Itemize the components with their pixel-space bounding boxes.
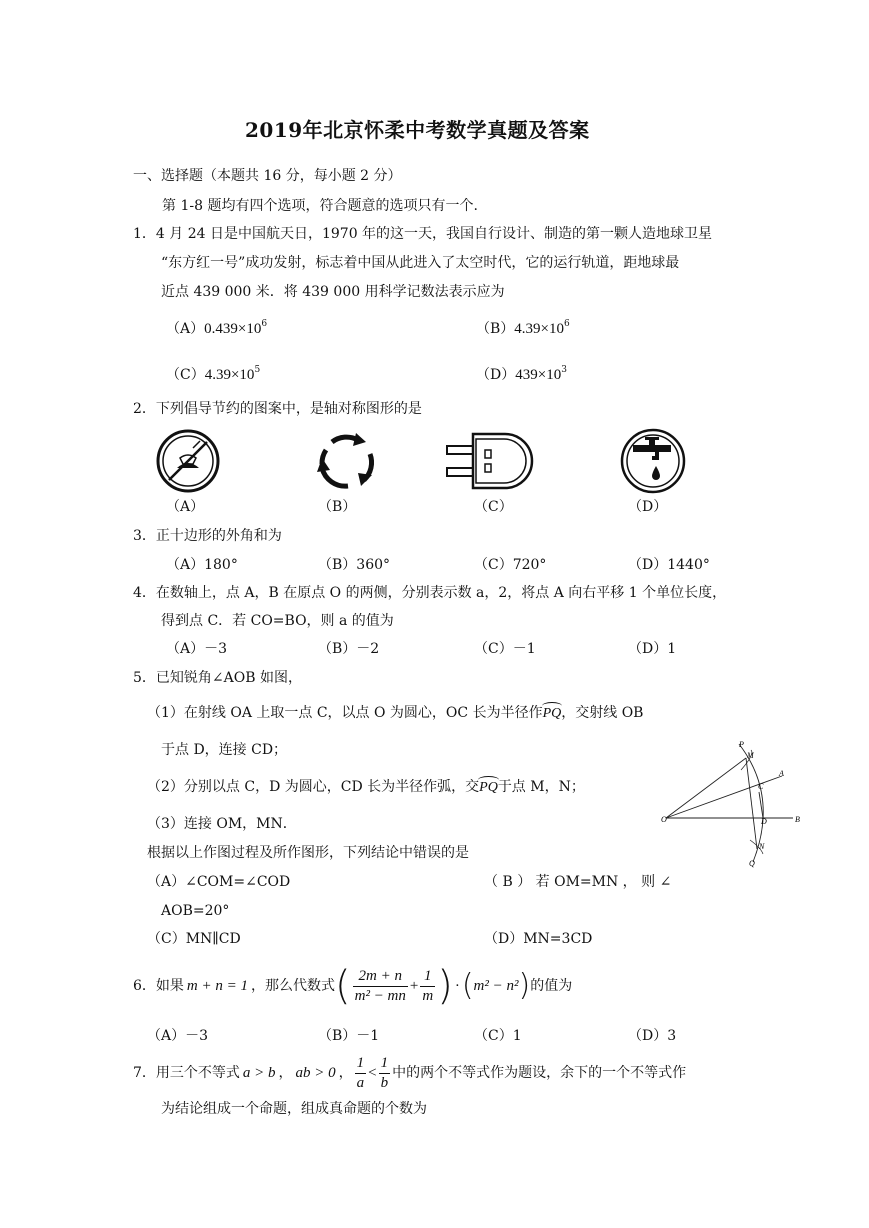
q7-pre: 7．用三个不等式 (133, 1065, 240, 1081)
section-heading: 一、选择题（本题共 16 分，每小题 2 分） (133, 168, 402, 184)
q5-step1-cont: 于点 D，连接 CD； (161, 742, 288, 758)
q7-inequality-1: a > b (242, 1064, 276, 1081)
paren-close: ) (437, 963, 453, 1009)
plus-sign: + (409, 977, 419, 994)
label-d: D (761, 817, 767, 826)
frac-denominator: b (380, 1074, 389, 1091)
frac-denominator: m² − mn (354, 987, 406, 1004)
dot-operator: · (454, 977, 460, 994)
option-tag: （C） (166, 367, 205, 383)
q7-line2: 为结论组成一个命题，组成真命题的个数为 (161, 1101, 427, 1117)
section-note: 第 1-8 题均有四个选项，符合题意的选项只有一个. (162, 198, 478, 214)
label-p: P (739, 740, 744, 749)
option-exponent: 3 (561, 365, 567, 375)
q5-step1 (147, 706, 643, 721)
q5-stem: 5．已知锐角∠AOB 如图， (133, 670, 302, 686)
frac-denominator: a (356, 1074, 365, 1091)
q6-fraction-2 (420, 969, 435, 1004)
bowl-icon[interactable] (155, 428, 221, 494)
comma: ， (338, 1065, 353, 1081)
ray-oa (666, 776, 782, 818)
q1-option-a[interactable] (166, 319, 268, 337)
q1-line2: “东方红一号”成功发射，标志着中国从此进入了太空时代，它的运行轨道，距地球最 (161, 255, 680, 271)
q4-line1: 4．在数轴上，点 A，B 在原点 O 的两侧，分别表示数 a，2，将点 A 向右平移 1 个单位长度， (133, 585, 727, 601)
frac-numerator: 1 (424, 967, 432, 984)
q1-line3: 近点 439 000 米．将 439 000 用科学记数法表示应为 (161, 284, 505, 300)
q5-step3: （3）连接 OM，MN． (147, 816, 297, 832)
q5-step1-text: （1）在射线 OA 上取一点 C，以点 O 为圆心，OC 长为半径作 (147, 705, 543, 721)
q5-step2 (147, 780, 585, 795)
q3-option-b[interactable]: （B）360° (318, 557, 391, 573)
q2-label-d: （D） (628, 499, 668, 515)
q6-option-c[interactable]: （C）1 (474, 1028, 522, 1044)
paren-open: ( (335, 963, 351, 1009)
q6-option-d[interactable]: （D）3 (628, 1028, 677, 1044)
q7-fraction-1 (355, 1056, 367, 1091)
q6-option-b[interactable]: （B）－1 (318, 1028, 380, 1044)
q1-option-c[interactable] (166, 365, 261, 383)
option-value: 439×10 (515, 367, 562, 383)
q5-option-b-cont: AOB=20° (161, 903, 230, 919)
q7-stem (133, 1051, 686, 1095)
q5-step1-tail: ，交射线 OB (561, 705, 644, 721)
q6-expression: m² − n² (473, 977, 519, 994)
recycle-icon[interactable] (312, 428, 380, 494)
arc-pq: PQ (542, 706, 562, 721)
q3-stem: 3．正十边形的外角和为 (133, 528, 282, 544)
q4-option-d[interactable]: （D）1 (628, 641, 677, 657)
q2-stem: 2．下列倡导节约的图案中，是轴对称图形的是 (133, 401, 422, 417)
q6-post: 的值为 (530, 978, 573, 994)
paren-open: ( (461, 968, 474, 1003)
q5-option-a[interactable]: （A）∠COM=∠COD (147, 874, 291, 890)
q6-option-a[interactable]: （A）－3 (147, 1028, 209, 1044)
plug-icon[interactable] (445, 430, 537, 492)
label-q: Q (749, 859, 755, 868)
page-title: 2019年北京怀柔中考数学真题及答案 (245, 118, 590, 142)
q6-pre: 6．如果 (133, 978, 184, 994)
q5-ask: 根据以上作图过程及所作图形，下列结论中错误的是 (147, 845, 469, 861)
q7-fraction-2 (379, 1056, 391, 1091)
arc-pq: PQ (479, 780, 498, 795)
option-value: 4.39×10 (204, 367, 255, 383)
q6-mid: ，那么代数式 (251, 978, 335, 994)
q1-option-b[interactable] (476, 319, 570, 337)
q3-option-a[interactable]: （A）180° (166, 557, 238, 573)
q4-line2: 得到点 C．若 CO=BO，则 a 的值为 (161, 613, 394, 629)
q6-fraction-1 (353, 969, 408, 1004)
label-a: A (779, 769, 784, 778)
option-exponent: 5 (254, 365, 261, 375)
option-exponent: 6 (564, 319, 570, 329)
segment-om (666, 758, 746, 818)
comma: ， (278, 1065, 293, 1081)
option-tag: （A） (166, 321, 205, 337)
q5-option-b[interactable]: （ B ） 若 OM=MN ， 则 ∠ (484, 874, 672, 890)
paren-close: ) (518, 968, 531, 1003)
q7-inequality-2: ab > 0 (295, 1064, 336, 1081)
q4-option-c[interactable]: （C）－1 (474, 641, 536, 657)
label-c: C (758, 782, 764, 791)
option-exponent: 6 (261, 319, 268, 329)
q7-post: 中的两个不等式作为题设，余下的一个不等式作 (392, 1065, 687, 1081)
q3-option-c[interactable]: （C）720° (474, 557, 547, 573)
q3-option-d[interactable]: （D）1440° (628, 557, 710, 573)
label-o: O (661, 815, 667, 824)
label-m: M (747, 751, 754, 760)
frac-numerator: 1 (356, 1054, 365, 1071)
frac-denominator: m (422, 987, 434, 1004)
option-value: 0.439×10 (204, 321, 262, 337)
option-tag: （D） (476, 367, 516, 383)
q4-option-b[interactable]: （B）－2 (318, 641, 380, 657)
q6-condition: m + n = 1 (186, 977, 248, 994)
q5-option-d[interactable]: （D）MN=3CD (484, 931, 593, 947)
frac-numerator: 2m + n (358, 967, 402, 984)
q5-step2-text: （2）分别以点 C，D 为圆心，CD 长为半径作弧，交 (147, 779, 480, 795)
faucet-icon[interactable] (619, 428, 687, 494)
less-than-sign: < (368, 1064, 377, 1081)
q1-line1: 1．4 月 24 日是中国航天日，1970 年的这一天，我国自行设计、制造的第一颗人造地球卫星 (133, 226, 713, 242)
label-b: B (795, 815, 800, 824)
q2-label-b: （B） (318, 499, 357, 515)
label-n: N (759, 842, 765, 851)
q6-stem (133, 958, 572, 1014)
q5-option-c[interactable]: （C）MN∥CD (147, 931, 241, 947)
frac-numerator: 1 (380, 1054, 389, 1071)
q4-option-a[interactable]: （A）－3 (166, 641, 228, 657)
q2-label-a: （A） (166, 499, 205, 515)
q2-label-c: （C） (474, 499, 513, 515)
q5-step2-tail: 于点 M，N； (497, 779, 585, 795)
option-tag: （B） (476, 321, 515, 337)
option-value: 4.39×10 (514, 321, 565, 337)
q1-option-d[interactable] (476, 365, 567, 383)
q5-figure (655, 736, 811, 870)
